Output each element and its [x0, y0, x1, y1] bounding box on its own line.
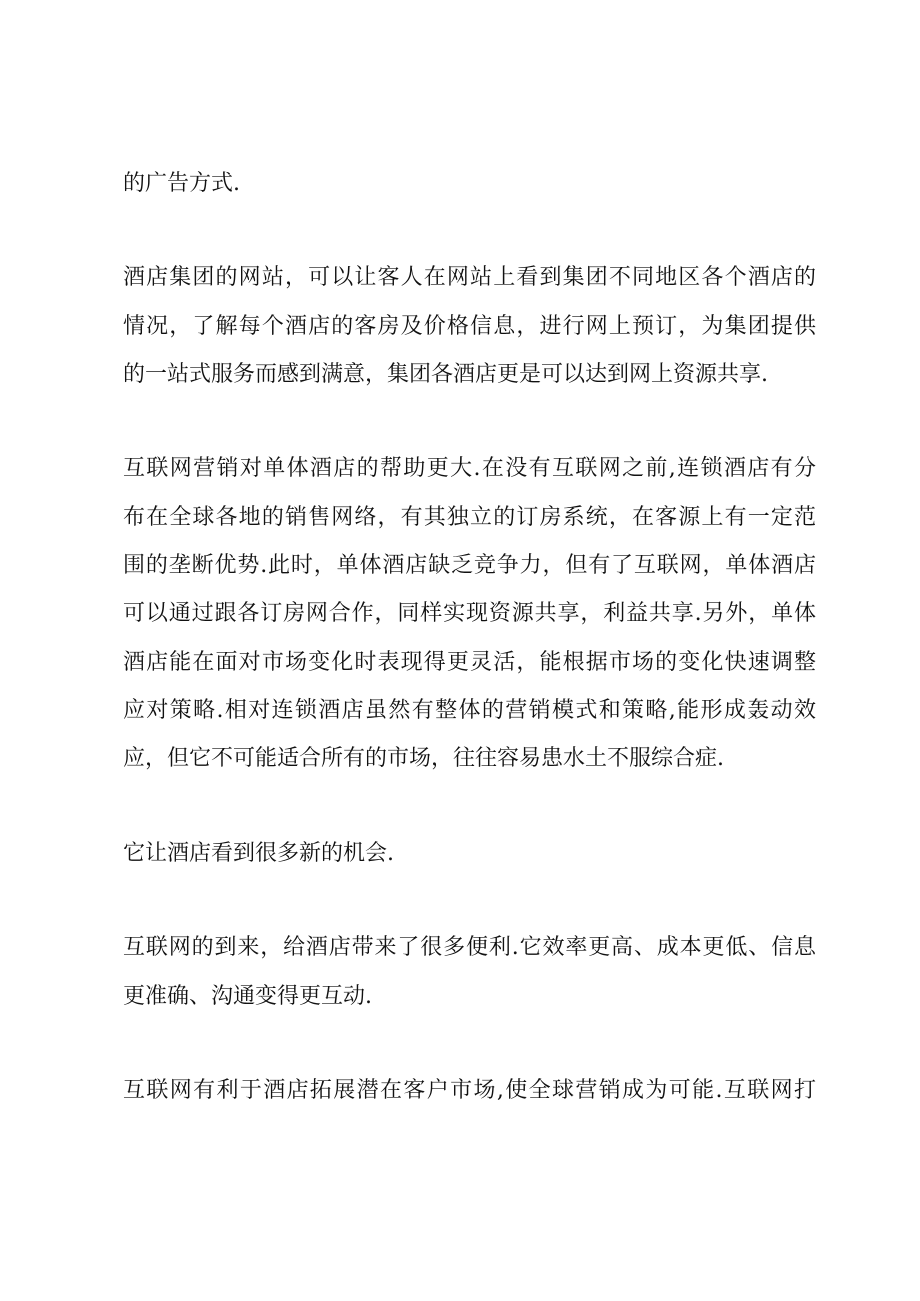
- paragraph-line: 的广告方式.: [123, 171, 240, 196]
- paragraph-line: 可以通过跟各订房网合作，同样实现资源共享，利益共享.另外，单体: [123, 601, 816, 626]
- paragraph-line: 酒店能在面对市场变化时表现得更灵活，能根据市场的变化快速调整: [123, 650, 816, 675]
- paragraph-line: 更准确、沟通变得更互动.: [123, 984, 372, 1009]
- paragraph-line: 它让酒店看到很多新的机会.: [123, 841, 394, 866]
- paragraph-line: 情况，了解每个酒店的客房及价格信息，进行网上预订，为集团提供: [123, 314, 816, 339]
- paragraph-line: 互联网的到来，给酒店带来了很多便利.它效率更高、成本更低、信息: [123, 935, 816, 960]
- paragraph-line: 互联网营销对单体酒店的帮助更大.在没有互联网之前,连锁酒店有分: [123, 456, 816, 481]
- paragraph-line: 应，但它不可能适合所有的市场，往往容易患水土不服综合症.: [123, 746, 724, 771]
- paragraph-line: 酒店集团的网站，可以让客人在网站上看到集团不同地区各个酒店的: [123, 265, 816, 290]
- paragraph-line: 围的垄断优势.此时，单体酒店缺乏竞争力，但有了互联网，单体酒店: [123, 553, 816, 578]
- paragraph-line: 应对策略.相对连锁酒店虽然有整体的营销模式和策略,能形成轰动效: [123, 698, 816, 723]
- paragraph-line: 的一站式服务而感到满意，集团各酒店更是可以达到网上资源共享.: [123, 362, 768, 387]
- paragraph-line: 互联网有利于酒店拓展潜在客户市场,使全球营销成为可能.互联网打: [123, 1078, 816, 1103]
- paragraph-line: 布在全球各地的销售网络，有其独立的订房系统，在客源上有一定范: [123, 505, 816, 530]
